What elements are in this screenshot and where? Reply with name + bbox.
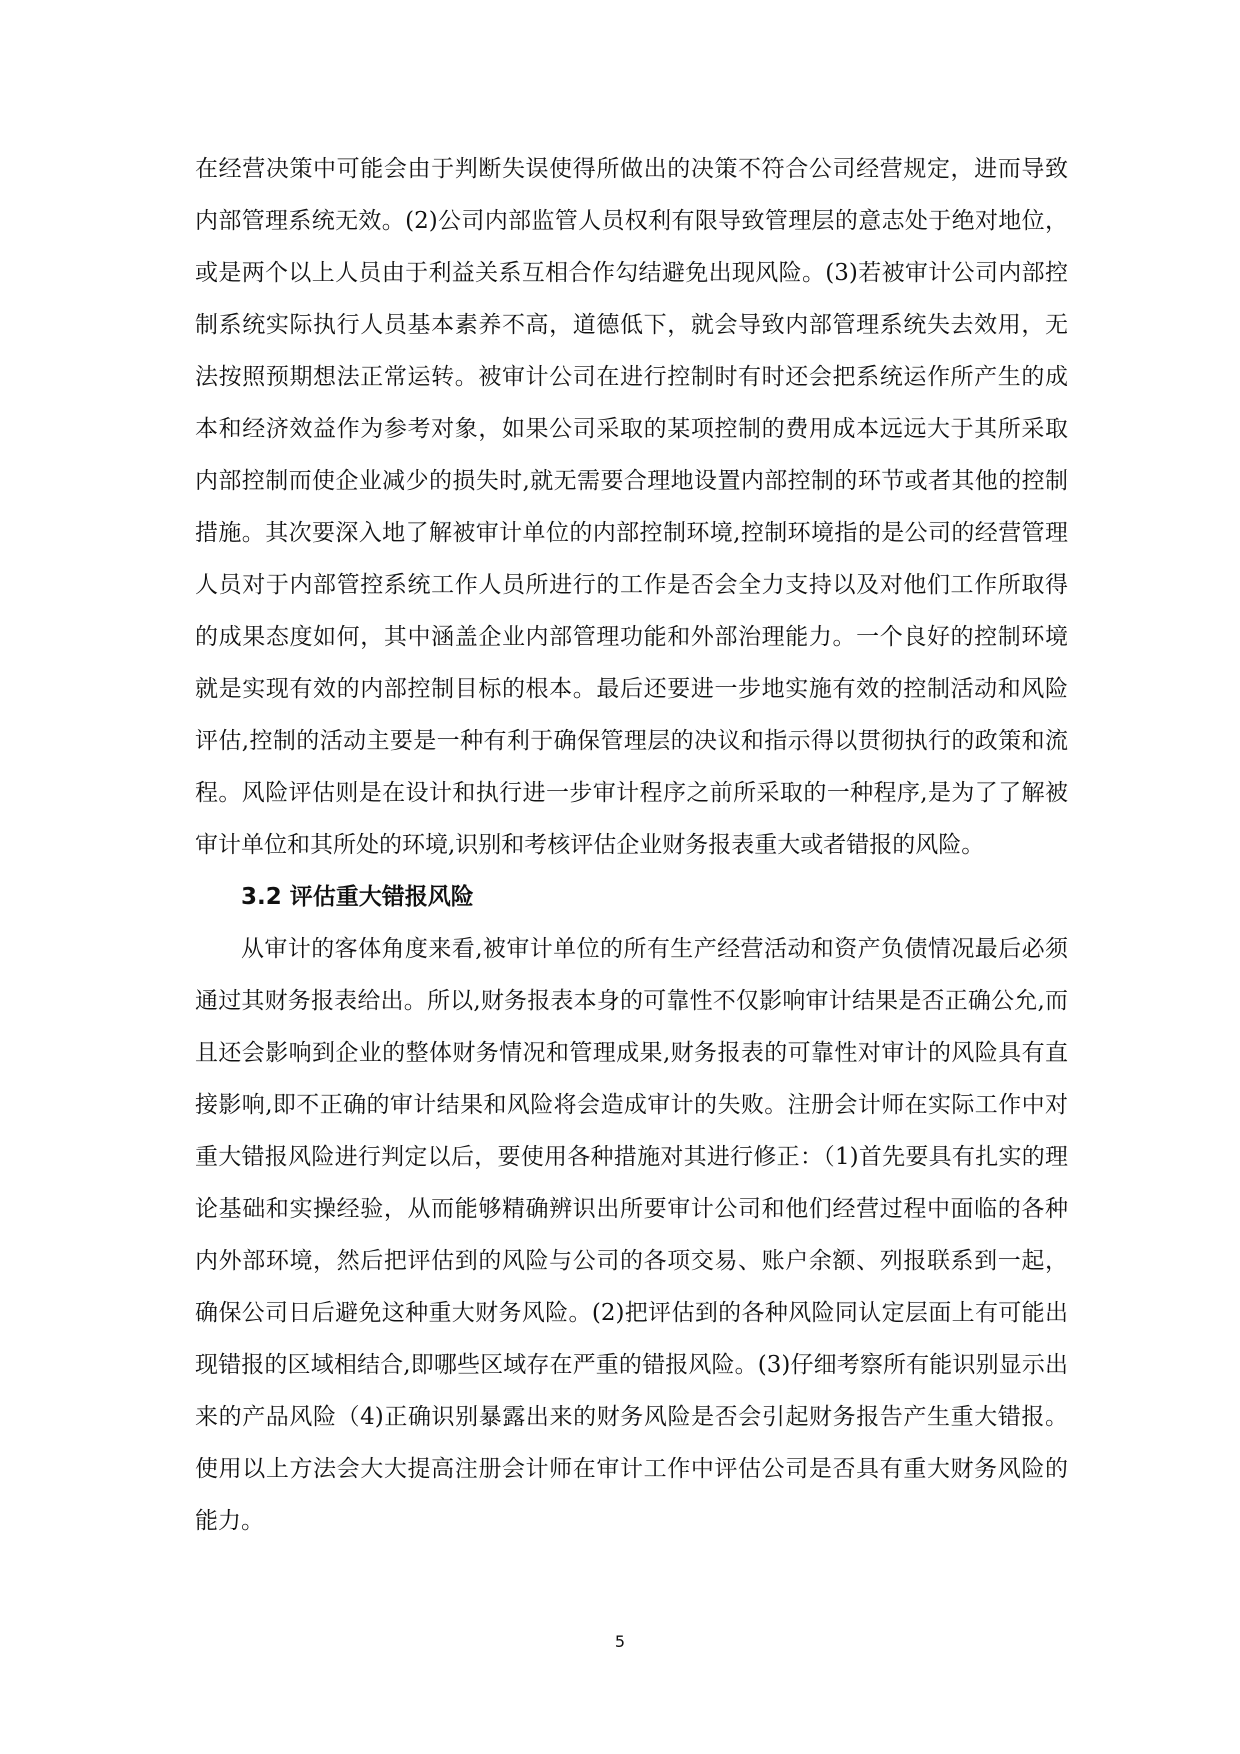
body-paragraph-continued: 在经营决策中可能会由于判断失误使得所做出的决策不符合公司经营规定，进而导致内部管理系统无效。(2)公司内部监管人员权利有限导致管理层的意志处于绝对地位，或是两个以上人员由于利益关系互相合作勾结避免出现风险。(3)若被审计公司内部控制系统实际执行人员基本素养不高，道德低下，就会导致内部管理系统失去效用，无法按照预期想法正常运转。被审计公司在进行控制时有时还会把系统运作所产生的成本和经济效益作为参考对象，如果公司采取的某项控制的费用成本远远大于其所采取内部控制而使企业减少的损失时,就无需要合理地设置内部控制的环节或者其他的控制措施。其次要深入地了解被审计单位的内部控制环境,控制环境指的是公司的经营管理人员对于内部管控系统工作人员所进行的工作是否会全力支持以及对他们工作所取得的成果态度如何，其中涵盖企业内部管理功能和外部治理能力。一个良好的控制环境就是实现有效的内部控制目标的根本。最后还要进一步地实施有效的控制活动和风险评估,控制的活动主要是一种有利于确保管理层的决议和指示得以贯彻执行的政策和流程。风险评估则是在设计和执行进一步审计程序之前所采取的一种程序,是为了了解被审计单位和其所处的环境,识别和考核评估企业财务报表重大或者错报的风险。 bbox=[195, 156, 1068, 858]
body-paragraph: 从审计的客体角度来看,被审计单位的所有生产经营活动和资产负债情况最后必须通过其财务报表给出。所以,财务报表本身的可靠性不仅影响审计结果是否正确公允,而且还会影响到企业的整体财务情况和管理成果,财务报表的可靠性对审计的风险具有直接影响,即不正确的审计结果和风险将会造成审计的失败。注册会计师在实际工作中对重大错报风险进行判定以后，要使用各种措施对其进行修正：（1)首先要具有扎实的理论基础和实操经验，从而能够精确辨识出所要审计公司和他们经营过程中面临的各种内外部环境，然后把评估到的风险与公司的各项交易、账户余额、列报联系到一起，确保公司日后避免这种重大财务风险。(2)把评估到的各种风险同认定层面上有可能出现错报的区域相结合,即哪些区域存在严重的错报风险。(3)仔细考察所有能识别显示出来的产品风险（4)正确识别暴露出来的财务风险是否会引起财务报告产生重大错报。使用以上方法会大大提高注册会计师在审计工作中评估公司是否具有重大财务风险的能力。 bbox=[195, 936, 1068, 1534]
section-heading: 3.2 评估重大错报风险 bbox=[241, 884, 474, 910]
page-number: 5 bbox=[614, 1632, 626, 1651]
page-content bbox=[195, 143, 1068, 1547]
